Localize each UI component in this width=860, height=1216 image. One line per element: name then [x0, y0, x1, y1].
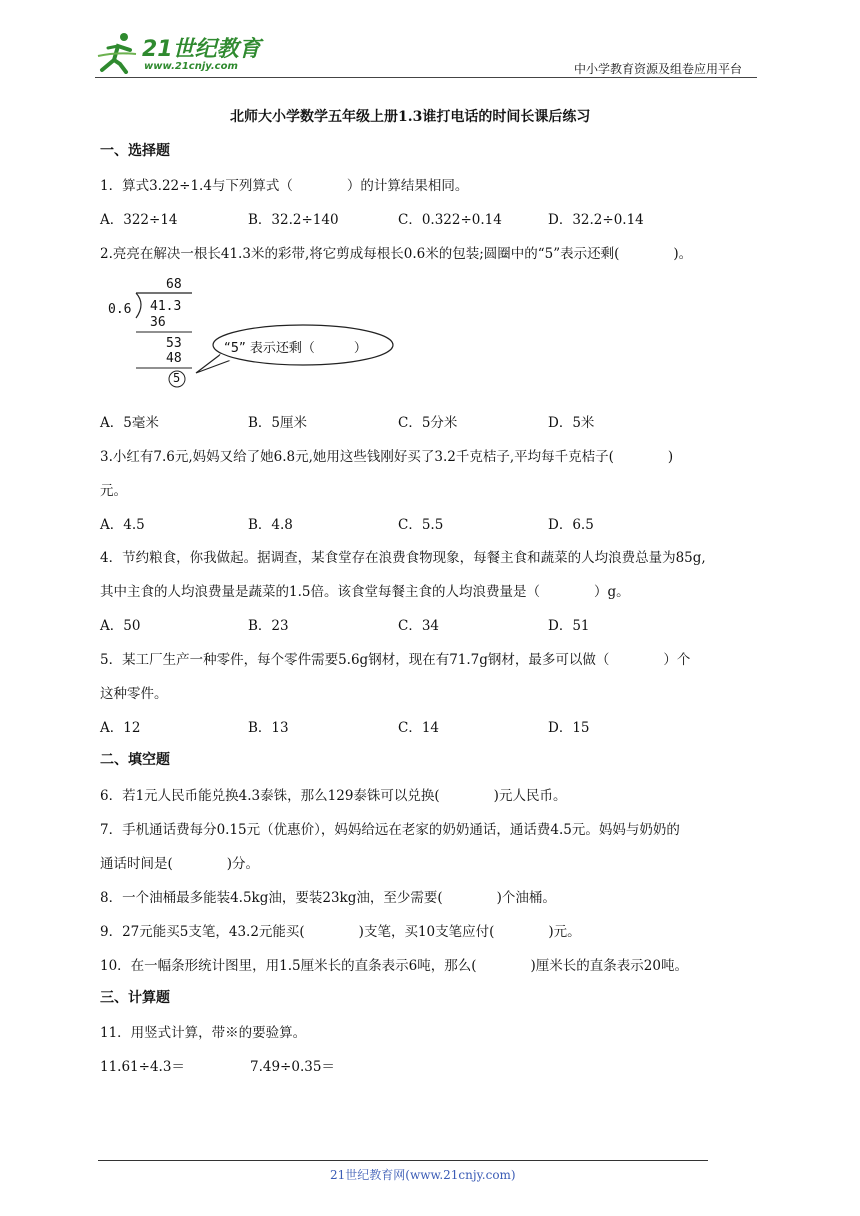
dividend: 41.3	[150, 299, 182, 314]
question-4-line-1: 4．节约粮食，你我做起。据调查，某食堂存在浪费食物现象，每餐主食和蔬菜的人均浪费总量为85g,	[100, 550, 706, 566]
q2-option-a: A．5毫米	[100, 415, 159, 431]
quotient: 68	[166, 277, 182, 292]
question-4-line-2: 其中主食的人均浪费量是蔬菜的1.5倍。该食堂每餐主食的人均浪费量是（ ）g。	[100, 584, 630, 600]
q5-option-b: B．13	[248, 720, 289, 736]
logo-main-text: 21世纪教育	[142, 37, 261, 62]
q4-option-b: B．23	[248, 618, 289, 634]
question-5-line-1: 5．某工厂生产一种零件，每个零件需要5.6g钢材，现在有71.7g钢材，最多可以做（ ）个	[100, 652, 691, 668]
page-title: 北师大小学数学五年级上册1.3谁打电话的时间长课后练习	[230, 109, 591, 125]
question-2: 2.亮亮在解决一根长41.3米的彩带,将它剪成每根长0.6米的包装;圆圈中的“5”表示还剩( )。	[100, 246, 693, 262]
section-heading-fill: 二、填空题	[100, 752, 170, 768]
question-7-line-1: 7．手机通话费每分0.15元（优惠价），妈妈给远在老家的奶奶通话，通话费4.5元。妈妈与奶奶的	[100, 822, 680, 838]
q11-expression-1: 11.61÷4.3＝	[100, 1059, 185, 1075]
subtract-row-3: 48	[166, 351, 182, 366]
q2-option-c: C．5分米	[398, 415, 458, 431]
footer-divider	[98, 1160, 708, 1161]
question-3-line-1: 3.小红有7.6元,妈妈又给了她6.8元,她用这些钱刚好买了3.2千克桔子,平均每千克桔子( )	[100, 449, 674, 465]
header-right-text: 中小学教育资源及组卷应用平台	[574, 62, 743, 76]
running-person-icon	[96, 30, 140, 74]
q4-option-d: D．51	[548, 618, 590, 634]
q3-option-c: C．5.5	[398, 517, 444, 533]
q1-option-c: C．0.322÷0.14	[398, 212, 502, 228]
question-1: 1．算式3.22÷1.4与下列算式（ ）的计算结果相同。	[100, 178, 469, 194]
divisor: 0.6	[108, 302, 132, 317]
long-division-figure	[106, 276, 396, 388]
subtract-row-1: 36	[150, 315, 166, 330]
footer-text: 21世纪教育网(www.21cnjy.com)	[330, 1168, 516, 1182]
question-5-line-2: 这种零件。	[100, 686, 168, 702]
question-9: 9．27元能买5支笔，43.2元能买( )支笔，买10支笔应付( )元。	[100, 924, 581, 940]
q3-option-a: A．4.5	[100, 517, 145, 533]
logo	[96, 30, 261, 76]
question-7-line-2: 通话时间是( )分。	[100, 856, 260, 872]
division-lines	[106, 276, 396, 388]
header-divider	[95, 77, 757, 78]
section-heading-calc: 三、计算题	[100, 990, 170, 1006]
question-10: 10．在一幅条形统计图里，用1.5厘米长的直条表示6吨，那么( )厘米长的直条表示20吨。	[100, 958, 688, 974]
section-heading-choice: 一、选择题	[100, 143, 170, 159]
subtract-row-2: 53	[166, 336, 182, 351]
logo-sub-text: www.21cnjy.com	[144, 61, 238, 72]
callout-text: “5” 表示还剩（ ）	[224, 341, 367, 356]
q5-option-d: D．15	[548, 720, 590, 736]
q3-option-d: D．6.5	[548, 517, 594, 533]
question-3-line-2: 元。	[100, 483, 127, 499]
q5-option-c: C．14	[398, 720, 440, 736]
q2-option-d: D．5米	[548, 415, 595, 431]
q2-option-b: B．5厘米	[248, 415, 308, 431]
q4-option-a: A．50	[100, 618, 141, 634]
q1-option-b: B．32.2÷140	[248, 212, 339, 228]
q11-expression-2: 7.49÷0.35＝	[250, 1059, 335, 1075]
question-6: 6．若1元人民币能兑换4.3泰铢，那么129泰铢可以兑换( )元人民币。	[100, 788, 567, 804]
question-8: 8．一个油桶最多能装4.5kg油，要装23kg油，至少需要( )个油桶。	[100, 890, 556, 906]
q3-option-b: B．4.8	[248, 517, 293, 533]
remainder: 5	[173, 371, 181, 385]
q5-option-a: A．12	[100, 720, 141, 736]
q1-option-a: A．322÷14	[100, 212, 178, 228]
question-11: 11．用竖式计算，带※的要验算。	[100, 1025, 307, 1041]
q1-option-d: D．32.2÷0.14	[548, 212, 644, 228]
q4-option-c: C．34	[398, 618, 440, 634]
